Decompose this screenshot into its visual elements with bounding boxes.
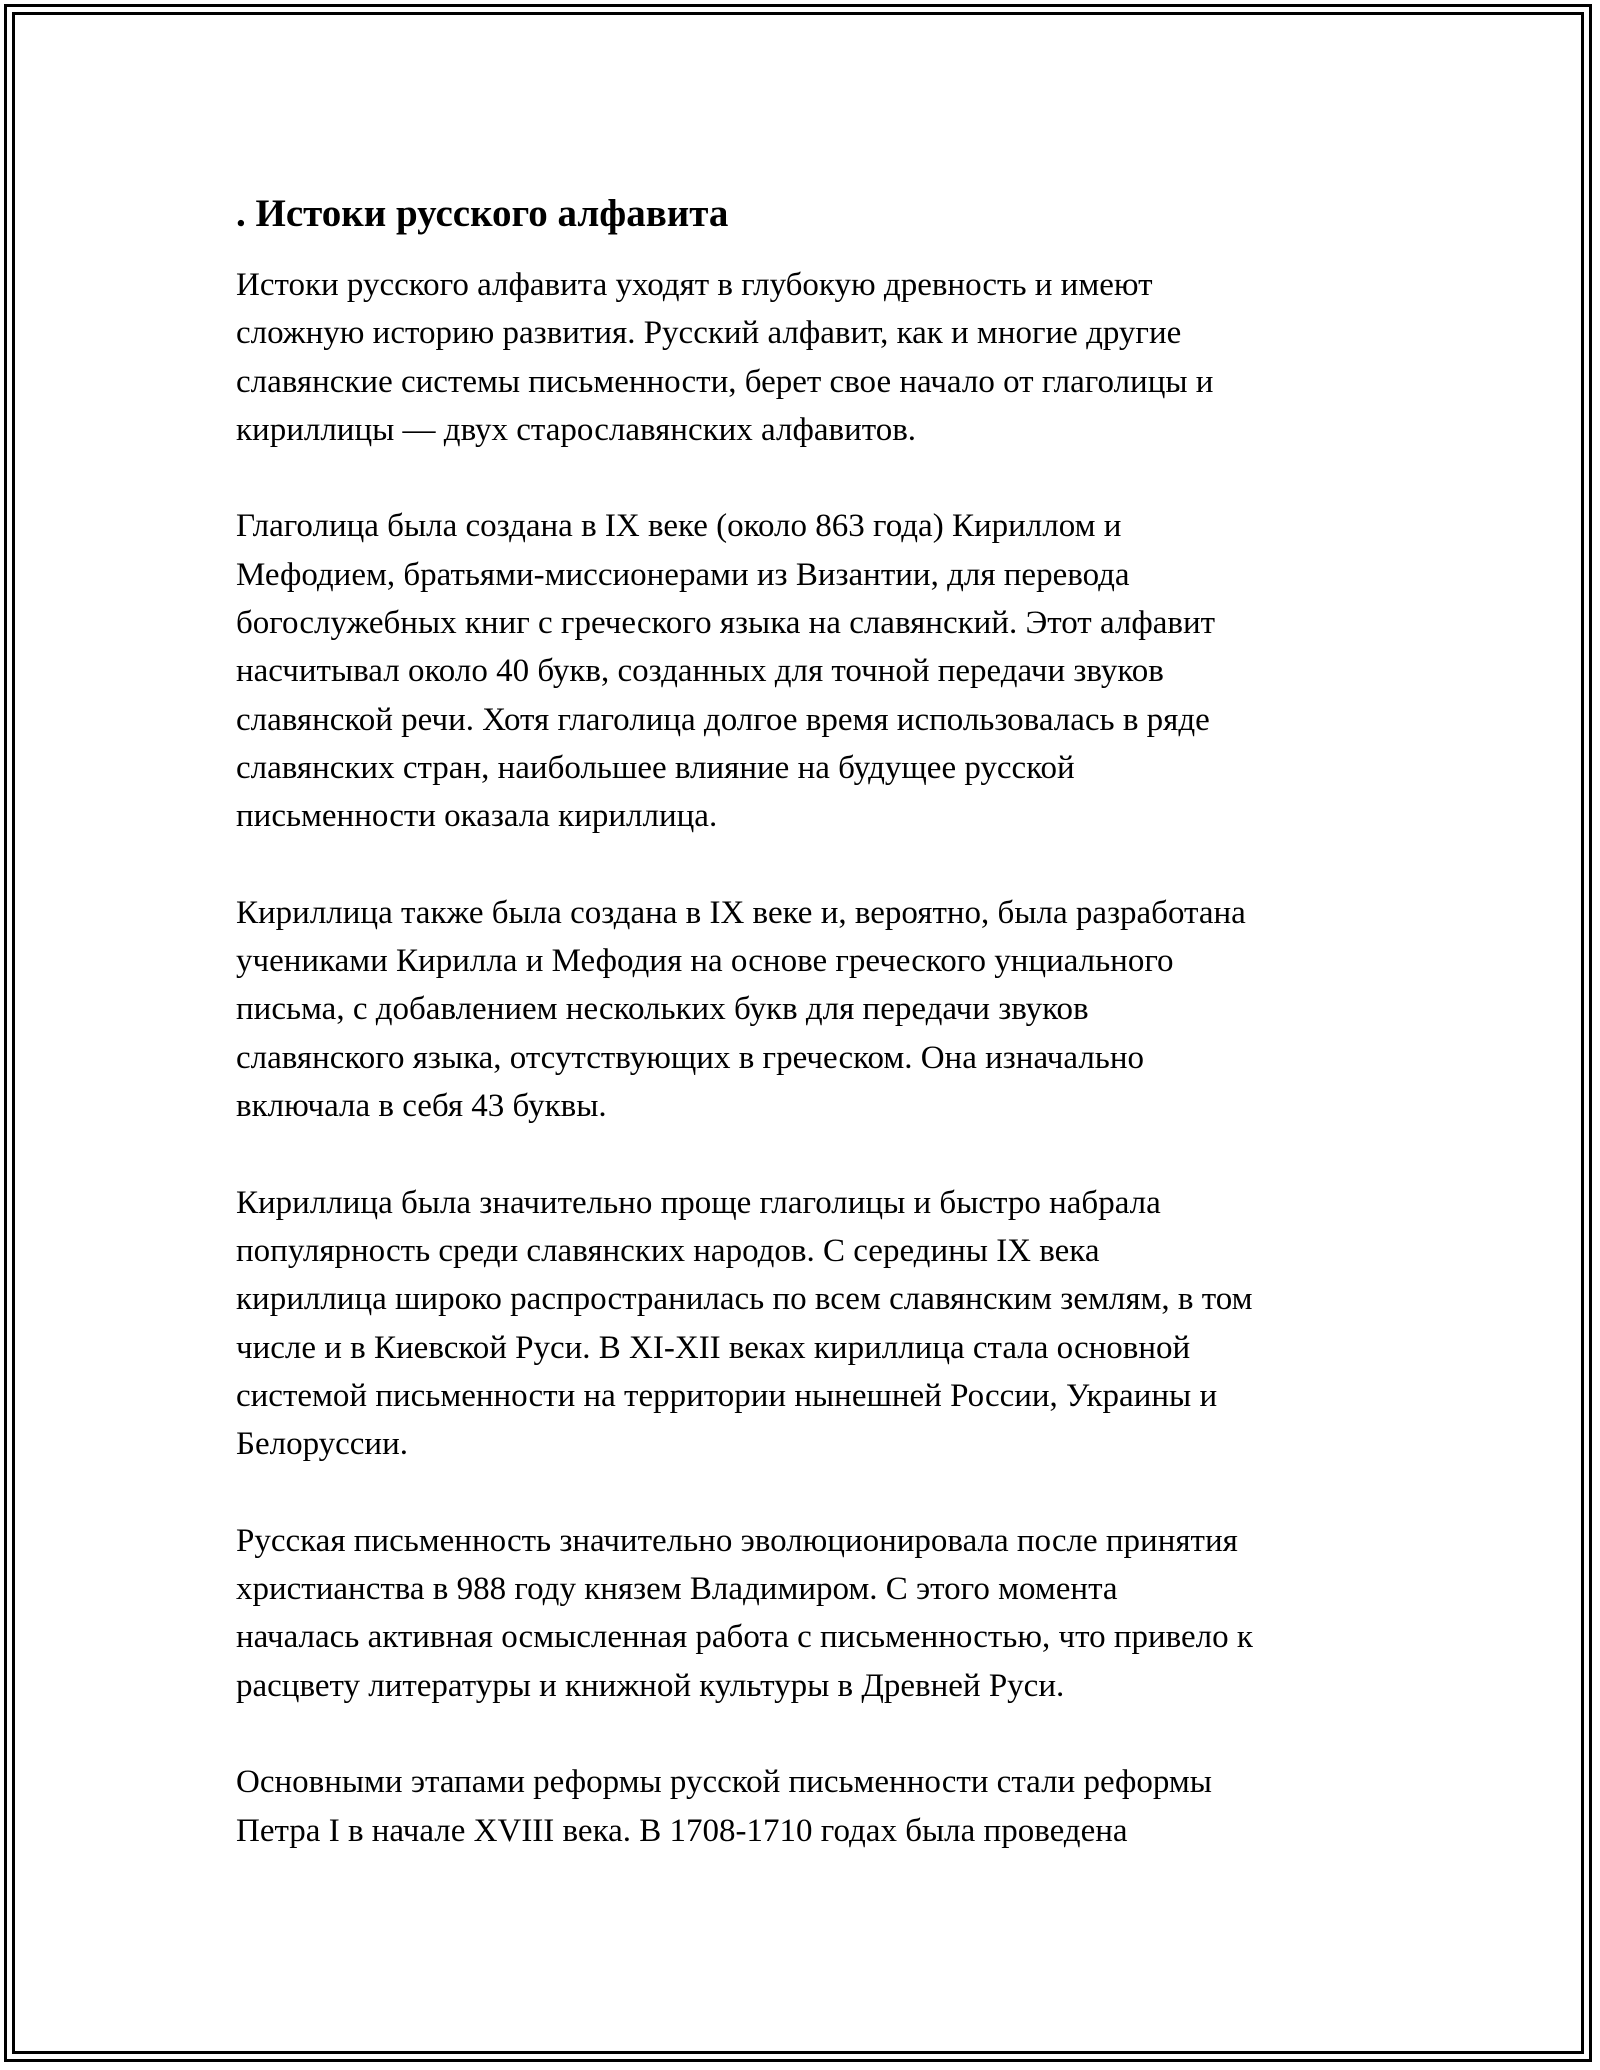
paragraph-line: Белоруссии. [236,1426,408,1463]
paragraph-line: кириллица широко распространилась по всем славянским землям, в том [236,1281,1253,1318]
paragraph-line: кириллицы — двух старославянских алфавитов. [236,411,917,448]
paragraph-line: славянского языка, отсутствующих в греческом. Она изначально [236,1039,1144,1076]
paragraph-line: Русская письменность значительно эволюционировала после принятия [236,1522,1238,1559]
paragraph-line: христианства в 988 году князем Владимиром. С этого момента [236,1571,1118,1608]
paragraph-line: Кириллица также была создана в IX веке и, вероятно, была разработана [236,894,1246,931]
paragraph-line: славянской речи. Хотя глаголица долгое время использовалась в ряде [236,701,1210,738]
paragraph-line: включала в себя 43 буквы. [236,1088,607,1125]
paragraph-line: Мефодием, братьями-миссионерами из Византии, для перевода [236,556,1130,593]
paragraph-line: Кириллица была значительно проще глаголицы и быстро набрала [236,1184,1161,1221]
paragraph-line: популярность среди славянских народов. С середины IX века [236,1232,1100,1269]
paragraph-3 [236,889,1386,1130]
paragraph-line: славянские системы письменности, берет свое начало от глаголицы и [236,363,1214,400]
paragraph-line: письменности оказала кириллица. [236,798,718,835]
document-page [236,187,1386,1903]
paragraph-line: числе и в Киевской Руси. В XI-XII веках кириллица стала основной [236,1329,1191,1366]
paragraph-line: системой письменности на территории нынешней России, Украины и [236,1377,1218,1414]
paragraph-line: славянских стран, наибольшее влияние на будущее русской [236,749,1075,786]
paragraph-line: расцвету литературы и книжной культуры в Древней Руси. [236,1667,1065,1704]
paragraph-line: письма, с добавлением нескольких букв для передачи звуков [236,991,1089,1028]
paragraph-line: началась активная осмысленная работа с письменностью, что привело к [236,1619,1253,1656]
paragraph-line: насчитывал около 40 букв, созданных для точной передачи звуков [236,653,1164,690]
paragraph-line: Истоки русского алфавита уходят в глубокую древность и имеют [236,267,1153,303]
paragraph-5 [236,1517,1386,1710]
paragraph-6 [236,1758,1386,1855]
paragraph-line: Основными этапами реформы русской письменности стали реформы [236,1764,1212,1801]
paragraph-4 [236,1179,1386,1469]
paragraph-line: сложную историю развития. Русский алфавит, как и многие другие [236,315,1182,352]
paragraph-1 [236,261,1386,454]
paragraph-line: Петра I в начале XVIII века. В 1708-1710 годах была проведена [236,1812,1128,1849]
paragraph-line: учениками Кирилла и Мефодия на основе греческого унциального [236,943,1174,980]
paragraph-line: богослужебных книг с греческого языка на славянский. Этот алфавит [236,605,1216,642]
paragraph-line: Глаголица была создана в IX веке (около 863 года) Кириллом и [236,508,1122,545]
document-title: . Истоки русского алфавита [236,192,729,235]
paragraph-2 [236,502,1386,840]
